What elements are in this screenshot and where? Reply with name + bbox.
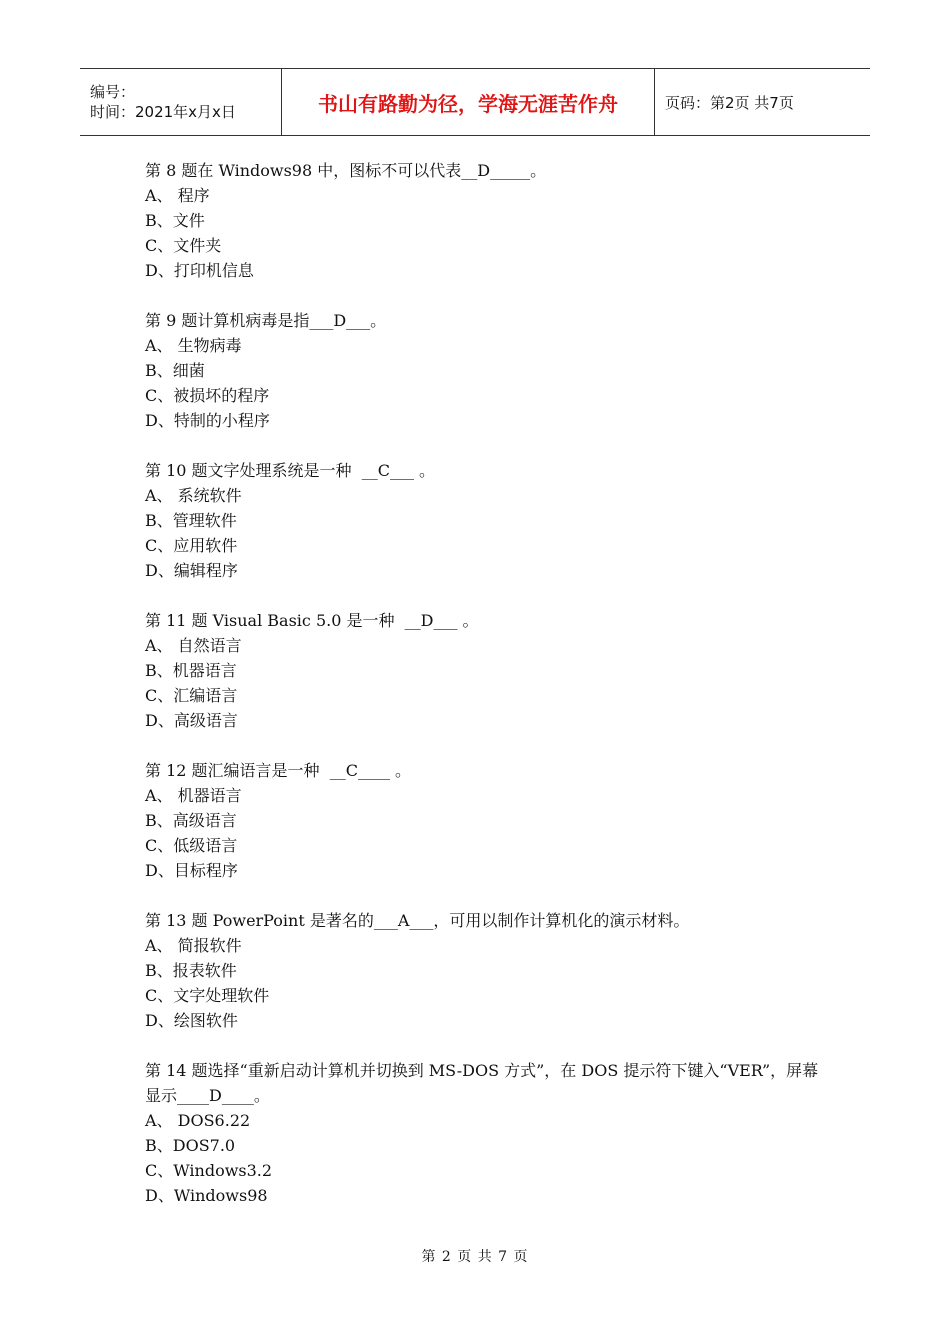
question-text: 第 12 题汇编语言是一种 __C____ 。 [145, 761, 412, 780]
answer-option: D、目标程序 [145, 861, 238, 880]
answer-option: D、绘图软件 [145, 1011, 238, 1030]
answer-option: C、应用软件 [145, 536, 238, 555]
answer-option: B、文件 [145, 211, 205, 230]
answer-option: B、机器语言 [145, 661, 237, 680]
question-item [145, 308, 825, 433]
page-header [80, 68, 870, 136]
question-text: 第 11 题 Visual Basic 5.0 是一种 __D___ 。 [145, 611, 479, 630]
header-motto: 书山有路勤为径，学海无涯苦作舟 [318, 91, 618, 116]
answer-option: B、报表软件 [145, 961, 237, 980]
document-number: 编号： [90, 83, 136, 101]
header-page-number: 页码：第2页 共7页 [665, 93, 794, 112]
header-motto-cell [282, 69, 655, 135]
answer-option: A、 自然语言 [145, 636, 242, 655]
question-item [145, 1058, 825, 1208]
answer-option: B、DOS7.0 [145, 1136, 236, 1155]
answer-option: A、 系统软件 [145, 486, 242, 505]
answer-option: D、打印机信息 [145, 261, 254, 280]
answer-option: C、Windows3.2 [145, 1161, 273, 1180]
question-item [145, 908, 825, 1033]
answer-option: A、 生物病毒 [145, 336, 242, 355]
answer-option: C、被损坏的程序 [145, 386, 270, 405]
question-text: 第 14 题选择“重新启动计算机并切换到 MS-DOS 方式”，在 DOS 提示符下键入“VER”，屏幕显示____D____。 [145, 1061, 819, 1105]
answer-option: C、文件夹 [145, 236, 222, 255]
answer-option: A、 简报软件 [145, 936, 242, 955]
answer-option: B、细菌 [145, 361, 205, 380]
question-list [145, 158, 825, 1233]
question-item [145, 158, 825, 283]
answer-option: D、特制的小程序 [145, 411, 270, 430]
answer-option: A、 机器语言 [145, 786, 242, 805]
answer-option: A、 DOS6.22 [145, 1111, 251, 1130]
answer-option: A、 程序 [145, 186, 210, 205]
question-item [145, 758, 825, 883]
question-text: 第 8 题在 Windows98 中，图标不可以代表__D_____。 [145, 161, 547, 180]
document-date: 时间：2021年x月x日 [90, 103, 236, 121]
answer-option: C、低级语言 [145, 836, 238, 855]
answer-option: D、Windows98 [145, 1186, 268, 1205]
answer-option: C、汇编语言 [145, 686, 238, 705]
question-text: 第 9 题计算机病毒是指___D___。 [145, 311, 387, 330]
question-text: 第 10 题文字处理系统是一种 __C___ 。 [145, 461, 436, 480]
page-footer: 第 2 页 共 7 页 [421, 1249, 529, 1265]
question-item [145, 608, 825, 733]
question-item [145, 458, 825, 583]
question-text: 第 13 题 PowerPoint 是著名的___A___，可用以制作计算机化的演示材料。 [145, 911, 690, 930]
answer-option: D、高级语言 [145, 711, 238, 730]
answer-option: C、文字处理软件 [145, 986, 270, 1005]
answer-option: B、高级语言 [145, 811, 237, 830]
answer-option: B、管理软件 [145, 511, 237, 530]
header-meta [80, 69, 282, 135]
header-page-cell [655, 69, 870, 135]
answer-option: D、编辑程序 [145, 561, 238, 580]
